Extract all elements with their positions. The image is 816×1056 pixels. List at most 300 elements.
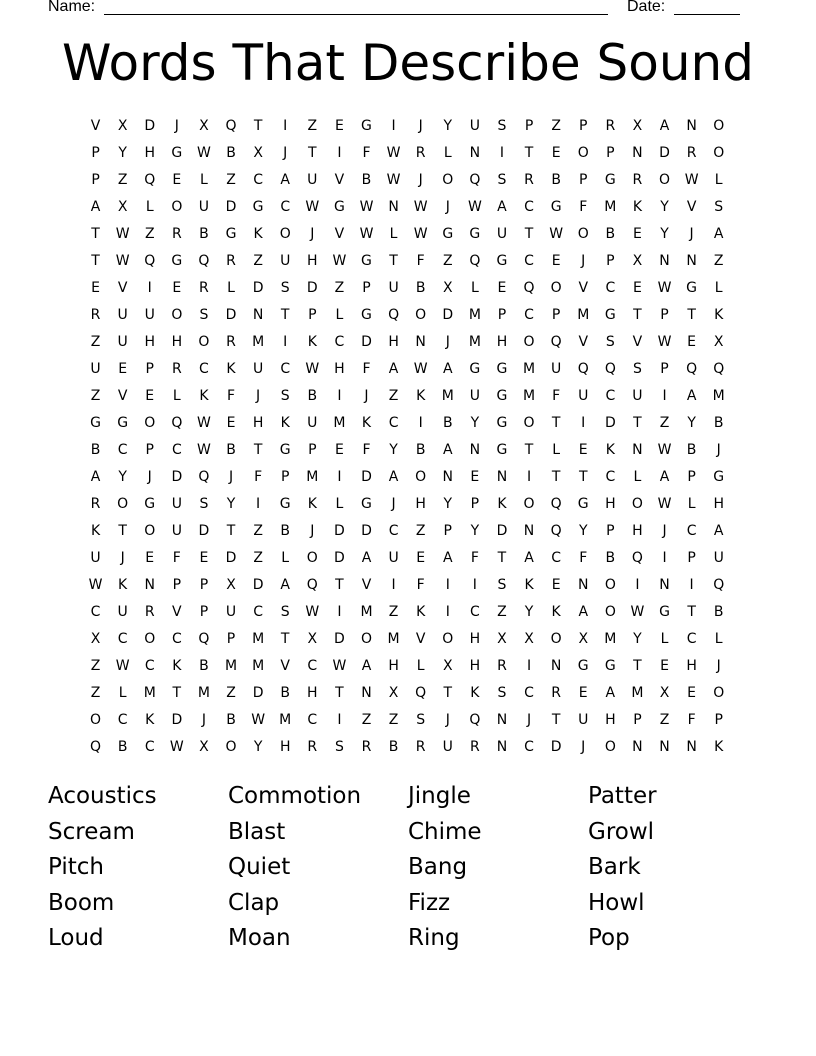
grid-letter[interactable]: O <box>442 630 454 647</box>
grid-letter[interactable]: N <box>361 684 372 701</box>
grid-letter[interactable]: Q <box>225 117 237 134</box>
grid-letter[interactable]: U <box>90 549 101 566</box>
grid-letter[interactable]: W <box>413 225 428 242</box>
grid-letter[interactable]: Q <box>198 468 210 485</box>
grid-letter[interactable]: G <box>333 198 345 215</box>
grid-letter[interactable]: Q <box>388 306 400 323</box>
grid-letter[interactable]: C <box>171 630 182 647</box>
grid-letter[interactable]: U <box>388 279 399 296</box>
grid-letter[interactable]: Y <box>443 495 453 512</box>
grid-letter[interactable]: T <box>91 225 100 242</box>
grid-letter[interactable]: P <box>497 306 507 323</box>
grid-letter[interactable]: B <box>551 171 561 188</box>
grid-letter[interactable]: V <box>334 171 345 188</box>
grid-letter[interactable]: G <box>171 252 183 269</box>
grid-letter[interactable]: T <box>91 252 100 269</box>
grid-letter[interactable]: I <box>337 603 342 620</box>
grid-letter[interactable]: O <box>604 738 616 755</box>
grid-letter[interactable]: U <box>307 171 318 188</box>
grid-letter[interactable]: U <box>171 495 182 512</box>
grid-letter[interactable]: S <box>497 684 507 701</box>
grid-letter[interactable]: Q <box>469 252 481 269</box>
grid-letter[interactable]: O <box>713 117 725 134</box>
grid-letter[interactable]: X <box>442 279 453 296</box>
grid-letter[interactable]: G <box>659 603 670 620</box>
grid-letter[interactable]: Y <box>443 117 453 134</box>
grid-letter[interactable]: E <box>687 684 697 701</box>
grid-letter[interactable]: U <box>551 360 562 377</box>
grid-letter[interactable]: X <box>497 630 507 647</box>
grid-letter[interactable]: J <box>283 144 288 161</box>
grid-letter[interactable]: C <box>253 603 263 620</box>
grid-letter[interactable]: K <box>524 576 534 593</box>
grid-letter[interactable]: U <box>144 306 155 323</box>
grid-letter[interactable]: E <box>334 441 344 458</box>
grid-letter[interactable]: M <box>143 684 156 701</box>
grid-letter[interactable]: L <box>335 495 344 512</box>
grid-letter[interactable]: N <box>469 441 481 458</box>
grid-letter[interactable]: Q <box>415 684 427 701</box>
grid-letter[interactable]: D <box>659 144 670 161</box>
grid-letter[interactable]: C <box>524 306 534 323</box>
grid-letter[interactable]: T <box>524 441 534 458</box>
grid-letter[interactable]: W <box>657 441 672 458</box>
grid-letter[interactable]: U <box>442 738 453 755</box>
grid-letter[interactable]: C <box>469 603 480 620</box>
grid-letter[interactable]: A <box>442 360 453 377</box>
date-blank-line[interactable] <box>674 14 740 15</box>
grid-letter[interactable]: Y <box>389 441 398 458</box>
grid-letter[interactable]: A <box>280 171 290 188</box>
grid-letter[interactable]: T <box>551 414 561 431</box>
grid-letter[interactable]: N <box>469 144 481 161</box>
grid-letter[interactable]: O <box>306 549 318 566</box>
grid-letter[interactable]: K <box>714 738 724 755</box>
grid-letter[interactable]: W <box>413 360 428 377</box>
grid-letter[interactable]: F <box>687 711 696 728</box>
grid-letter[interactable]: W <box>549 225 564 242</box>
grid-letter[interactable]: T <box>253 117 263 134</box>
grid-letter[interactable]: D <box>144 117 156 134</box>
grid-letter[interactable]: L <box>335 306 344 323</box>
grid-letter[interactable]: H <box>144 144 155 161</box>
grid-letter[interactable]: I <box>581 414 586 431</box>
grid-letter[interactable]: E <box>687 333 697 350</box>
grid-letter[interactable]: C <box>144 657 155 674</box>
grid-letter[interactable]: I <box>337 387 342 404</box>
grid-letter[interactable]: K <box>226 360 236 377</box>
grid-letter[interactable]: Q <box>144 252 156 269</box>
grid-letter[interactable]: J <box>256 387 261 404</box>
grid-letter[interactable]: J <box>364 387 369 404</box>
grid-letter[interactable]: K <box>416 603 426 620</box>
grid-letter[interactable]: K <box>118 576 128 593</box>
grid-letter[interactable]: N <box>252 306 264 323</box>
grid-letter[interactable]: I <box>337 711 342 728</box>
grid-letter[interactable]: B <box>415 279 426 296</box>
grid-letter[interactable]: I <box>662 387 667 404</box>
grid-letter[interactable]: I <box>147 279 152 296</box>
grid-letter[interactable]: G <box>550 198 562 215</box>
grid-letter[interactable]: I <box>283 333 288 350</box>
grid-letter[interactable]: Z <box>307 117 318 134</box>
grid-letter[interactable]: W <box>684 171 699 188</box>
grid-letter[interactable]: P <box>308 441 317 458</box>
grid-letter[interactable]: O <box>225 738 237 755</box>
grid-letter[interactable]: M <box>252 333 265 350</box>
grid-letter[interactable]: L <box>281 549 290 566</box>
grid-letter[interactable]: Z <box>442 252 453 269</box>
grid-letter[interactable]: O <box>713 684 725 701</box>
grid-letter[interactable]: B <box>442 414 453 431</box>
grid-letter[interactable]: E <box>578 441 588 458</box>
grid-letter[interactable]: D <box>334 522 345 539</box>
grid-letter[interactable]: C <box>334 333 345 350</box>
grid-letter[interactable]: P <box>91 171 100 188</box>
grid-letter[interactable]: G <box>361 306 372 323</box>
grid-letter[interactable]: M <box>523 360 536 377</box>
grid-letter[interactable]: K <box>551 603 561 620</box>
grid-letter[interactable]: Z <box>253 252 263 269</box>
grid-letter[interactable]: W <box>115 657 130 674</box>
grid-letter[interactable]: O <box>279 225 291 242</box>
grid-letter[interactable]: J <box>174 117 179 134</box>
grid-letter[interactable]: M <box>468 333 481 350</box>
grid-letter[interactable]: U <box>469 117 480 134</box>
grid-letter[interactable]: Z <box>253 522 263 539</box>
grid-letter[interactable]: H <box>279 738 291 755</box>
grid-letter[interactable]: E <box>334 117 344 134</box>
grid-letter[interactable]: G <box>469 225 481 242</box>
grid-letter[interactable]: X <box>117 117 128 134</box>
grid-letter[interactable]: Z <box>659 414 670 431</box>
grid-letter[interactable]: A <box>578 603 589 620</box>
grid-letter[interactable]: Z <box>117 171 128 188</box>
grid-letter[interactable]: C <box>280 360 291 377</box>
grid-letter[interactable]: F <box>579 549 588 566</box>
grid-letter[interactable]: T <box>335 684 344 701</box>
grid-letter[interactable]: T <box>633 414 642 431</box>
grid-letter[interactable]: D <box>252 576 264 593</box>
grid-letter[interactable]: F <box>362 360 371 377</box>
grid-letter[interactable]: S <box>714 198 724 215</box>
grid-letter[interactable]: H <box>334 360 345 377</box>
grid-letter[interactable]: Z <box>253 549 263 566</box>
grid-letter[interactable]: L <box>389 225 398 242</box>
grid-letter[interactable]: P <box>280 468 290 485</box>
grid-letter[interactable]: X <box>307 630 318 647</box>
grid-letter[interactable]: I <box>445 603 450 620</box>
grid-letter[interactable]: Z <box>415 522 426 539</box>
grid-letter[interactable]: H <box>252 414 264 431</box>
grid-letter[interactable]: S <box>280 603 290 620</box>
grid-letter[interactable]: E <box>632 225 642 242</box>
grid-letter[interactable]: A <box>605 684 616 701</box>
grid-letter[interactable]: H <box>632 522 643 539</box>
grid-letter[interactable]: Q <box>550 522 562 539</box>
grid-letter[interactable]: T <box>578 468 588 485</box>
grid-letter[interactable]: M <box>197 684 210 701</box>
grid-letter[interactable]: I <box>635 576 640 593</box>
grid-letter[interactable]: J <box>581 738 586 755</box>
grid-letter[interactable]: G <box>90 414 101 431</box>
grid-letter[interactable]: D <box>334 630 345 647</box>
grid-letter[interactable]: T <box>280 630 290 647</box>
grid-letter[interactable]: V <box>686 198 697 215</box>
grid-letter[interactable]: H <box>713 495 724 512</box>
grid-letter[interactable]: S <box>280 279 290 296</box>
grid-letter[interactable]: O <box>604 576 616 593</box>
grid-letter[interactable]: I <box>256 495 261 512</box>
grid-letter[interactable]: U <box>469 387 480 404</box>
grid-letter[interactable]: B <box>199 657 209 674</box>
grid-letter[interactable]: G <box>171 144 183 161</box>
grid-letter[interactable]: Q <box>686 360 698 377</box>
grid-letter[interactable]: O <box>604 603 616 620</box>
grid-letter[interactable]: E <box>91 279 100 296</box>
grid-letter[interactable]: B <box>307 387 318 404</box>
grid-letter[interactable]: M <box>306 468 319 485</box>
grid-letter[interactable]: G <box>279 495 291 512</box>
grid-letter[interactable]: E <box>172 279 182 296</box>
grid-letter[interactable]: X <box>659 684 670 701</box>
grid-letter[interactable]: U <box>307 414 318 431</box>
grid-letter[interactable]: D <box>334 549 345 566</box>
grid-letter[interactable]: B <box>226 441 236 458</box>
grid-letter[interactable]: Y <box>687 414 696 431</box>
grid-letter[interactable]: R <box>524 171 534 188</box>
grid-letter[interactable]: V <box>361 576 372 593</box>
grid-letter[interactable]: V <box>117 279 128 296</box>
grid-letter[interactable]: X <box>632 252 643 269</box>
grid-letter[interactable]: I <box>526 468 532 485</box>
grid-letter[interactable]: D <box>198 522 210 539</box>
grid-letter[interactable]: P <box>551 306 561 323</box>
grid-letter[interactable]: D <box>442 306 454 323</box>
grid-letter[interactable]: X <box>199 738 209 755</box>
grid-letter[interactable]: Y <box>470 414 480 431</box>
grid-letter[interactable]: A <box>388 360 399 377</box>
grid-letter[interactable]: O <box>144 414 156 431</box>
grid-letter[interactable]: S <box>199 306 209 323</box>
grid-letter[interactable]: J <box>716 657 721 674</box>
grid-letter[interactable]: Y <box>660 198 669 215</box>
grid-letter[interactable]: J <box>120 549 125 566</box>
grid-letter[interactable]: Z <box>497 603 507 620</box>
grid-letter[interactable]: T <box>226 522 236 539</box>
grid-letter[interactable]: A <box>497 198 507 215</box>
grid-letter[interactable]: C <box>117 711 128 728</box>
grid-letter[interactable]: F <box>552 387 561 404</box>
grid-letter[interactable]: E <box>578 684 588 701</box>
grid-letter[interactable]: K <box>605 441 615 458</box>
grid-letter[interactable]: Q <box>550 495 562 512</box>
grid-letter[interactable]: W <box>115 225 130 242</box>
grid-letter[interactable]: J <box>418 117 423 134</box>
grid-letter[interactable]: P <box>579 171 588 188</box>
grid-letter[interactable]: P <box>172 576 182 593</box>
grid-letter[interactable]: F <box>226 387 236 404</box>
grid-letter[interactable]: Q <box>713 576 725 593</box>
grid-letter[interactable]: C <box>388 414 399 431</box>
grid-letter[interactable]: D <box>361 522 372 539</box>
grid-letter[interactable]: Z <box>144 225 155 242</box>
grid-letter[interactable]: L <box>227 279 235 296</box>
grid-letter[interactable]: A <box>442 441 453 458</box>
grid-letter[interactable]: V <box>415 630 426 647</box>
grid-letter[interactable]: O <box>713 144 725 161</box>
grid-letter[interactable]: L <box>118 684 127 701</box>
grid-letter[interactable]: W <box>197 144 211 161</box>
grid-letter[interactable]: O <box>415 468 427 485</box>
grid-letter[interactable]: M <box>604 198 617 215</box>
grid-letter[interactable]: A <box>659 117 670 134</box>
grid-letter[interactable]: V <box>280 657 290 674</box>
grid-letter[interactable]: S <box>497 117 507 134</box>
grid-letter[interactable]: I <box>689 576 694 593</box>
grid-letter[interactable]: A <box>90 198 101 215</box>
grid-letter[interactable]: A <box>388 468 399 485</box>
grid-letter[interactable]: C <box>605 468 616 485</box>
grid-letter[interactable]: O <box>442 171 454 188</box>
grid-letter[interactable]: U <box>171 522 182 539</box>
grid-letter[interactable]: M <box>279 711 292 728</box>
grid-letter[interactable]: D <box>252 279 264 296</box>
grid-letter[interactable]: M <box>252 657 265 674</box>
grid-letter[interactable]: C <box>171 441 182 458</box>
grid-letter[interactable]: O <box>144 522 156 539</box>
grid-letter[interactable]: Q <box>631 549 643 566</box>
grid-letter[interactable]: V <box>334 225 345 242</box>
grid-letter[interactable]: A <box>659 468 670 485</box>
grid-letter[interactable]: K <box>199 387 209 404</box>
grid-letter[interactable]: R <box>605 117 616 134</box>
grid-letter[interactable]: P <box>579 117 588 134</box>
grid-letter[interactable]: M <box>631 684 644 701</box>
grid-letter[interactable]: Q <box>604 360 616 377</box>
grid-letter[interactable]: R <box>90 495 101 512</box>
grid-letter[interactable]: Q <box>713 360 725 377</box>
grid-letter[interactable]: R <box>199 279 209 296</box>
grid-letter[interactable]: F <box>470 549 479 566</box>
grid-letter[interactable]: H <box>469 630 481 647</box>
grid-letter[interactable]: E <box>226 414 236 431</box>
grid-letter[interactable]: L <box>687 495 696 512</box>
grid-letter[interactable]: G <box>279 441 291 458</box>
grid-letter[interactable]: O <box>415 306 427 323</box>
grid-letter[interactable]: K <box>307 333 317 350</box>
grid-letter[interactable]: X <box>632 117 643 134</box>
grid-letter[interactable]: B <box>686 441 697 458</box>
grid-letter[interactable]: D <box>361 468 372 485</box>
grid-letter[interactable]: O <box>523 414 535 431</box>
grid-letter[interactable]: R <box>307 738 318 755</box>
grid-letter[interactable]: P <box>687 468 696 485</box>
grid-letter[interactable]: U <box>198 198 210 215</box>
grid-letter[interactable]: V <box>172 603 182 620</box>
grid-letter[interactable]: O <box>360 630 372 647</box>
grid-letter[interactable]: L <box>714 630 723 647</box>
grid-letter[interactable]: H <box>307 252 318 269</box>
grid-letter[interactable]: I <box>391 576 396 593</box>
grid-letter[interactable]: R <box>226 333 236 350</box>
grid-letter[interactable]: M <box>577 306 590 323</box>
grid-letter[interactable]: O <box>523 495 535 512</box>
grid-letter[interactable]: O <box>171 306 183 323</box>
grid-letter[interactable]: S <box>416 711 426 728</box>
grid-letter[interactable]: K <box>90 522 101 539</box>
grid-letter[interactable]: N <box>550 657 562 674</box>
grid-letter[interactable]: C <box>144 738 155 755</box>
grid-letter[interactable]: B <box>388 738 399 755</box>
grid-letter[interactable]: T <box>633 657 642 674</box>
grid-letter[interactable]: S <box>280 387 290 404</box>
grid-letter[interactable]: B <box>280 684 290 701</box>
grid-letter[interactable]: V <box>117 387 128 404</box>
grid-letter[interactable]: R <box>686 144 697 161</box>
grid-letter[interactable]: P <box>199 603 209 620</box>
grid-letter[interactable]: B <box>415 441 426 458</box>
grid-letter[interactable]: O <box>659 171 671 188</box>
grid-letter[interactable]: W <box>386 144 401 161</box>
grid-letter[interactable]: K <box>470 684 480 701</box>
grid-letter[interactable]: O <box>144 630 156 647</box>
grid-letter[interactable]: M <box>468 306 481 323</box>
grid-letter[interactable]: I <box>445 576 450 593</box>
grid-letter[interactable]: N <box>144 576 155 593</box>
grid-letter[interactable]: H <box>469 657 481 674</box>
grid-letter[interactable]: Y <box>660 225 669 242</box>
grid-letter[interactable]: Z <box>226 171 236 188</box>
grid-letter[interactable]: N <box>523 522 535 539</box>
grid-letter[interactable]: V <box>90 117 101 134</box>
grid-letter[interactable]: L <box>714 279 723 296</box>
grid-letter[interactable]: N <box>442 468 453 485</box>
grid-letter[interactable]: E <box>632 279 642 296</box>
grid-letter[interactable]: W <box>115 252 130 269</box>
grid-letter[interactable]: M <box>523 387 536 404</box>
grid-letter[interactable]: C <box>524 738 534 755</box>
grid-letter[interactable]: J <box>662 522 667 539</box>
grid-letter[interactable]: B <box>713 414 724 431</box>
grid-letter[interactable]: R <box>90 306 101 323</box>
grid-letter[interactable]: O <box>198 333 210 350</box>
grid-letter[interactable]: O <box>117 495 129 512</box>
grid-letter[interactable]: A <box>524 549 534 566</box>
grid-letter[interactable]: C <box>605 387 616 404</box>
grid-letter[interactable]: M <box>387 630 400 647</box>
grid-letter[interactable]: J <box>581 252 586 269</box>
grid-letter[interactable]: C <box>90 603 101 620</box>
grid-letter[interactable]: G <box>713 468 725 485</box>
grid-letter[interactable]: C <box>117 441 128 458</box>
grid-letter[interactable]: V <box>578 279 589 296</box>
grid-letter[interactable]: Y <box>253 738 263 755</box>
grid-letter[interactable]: A <box>90 468 101 485</box>
grid-letter[interactable]: Y <box>578 522 588 539</box>
grid-letter[interactable]: W <box>657 333 672 350</box>
grid-letter[interactable]: G <box>496 360 508 377</box>
grid-letter[interactable]: X <box>388 684 399 701</box>
grid-letter[interactable]: D <box>225 198 237 215</box>
grid-letter[interactable]: W <box>332 252 347 269</box>
grid-letter[interactable]: J <box>201 711 206 728</box>
grid-letter[interactable]: B <box>199 225 209 242</box>
grid-letter[interactable]: G <box>469 360 481 377</box>
grid-letter[interactable]: I <box>662 549 667 566</box>
grid-letter[interactable]: D <box>225 306 237 323</box>
grid-letter[interactable]: I <box>337 144 342 161</box>
